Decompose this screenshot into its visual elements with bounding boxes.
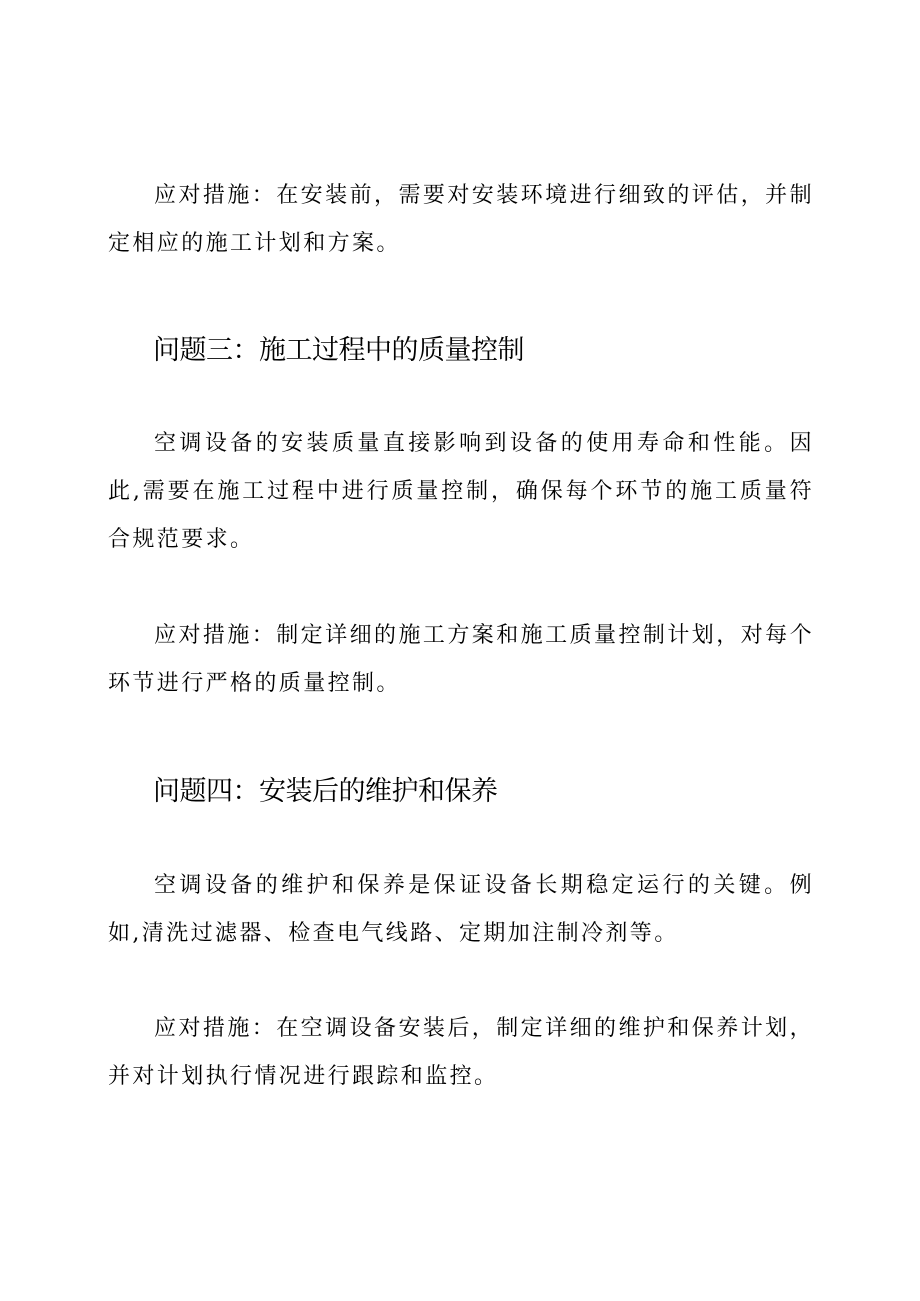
measure-paragraph-maintenance-plan: 应对措施：在空调设备安装后，制定详细的维护和保养计划，并对计划执行情况进行跟踪和监控。: [108, 1016, 814, 1089]
paragraph-quality-importance: 空调设备的安装质量直接影响到设备的使用寿命和性能。因此,需要在施工过程中进行质量控制，确保每个环节的施工质量符合规范要求。: [108, 431, 814, 552]
heading-problem-four: 问题四：安装后的维护和保养: [153, 776, 498, 807]
paragraph-maintenance-importance: 空调设备的维护和保养是保证设备长期稳定运行的关键。例如,清洗过滤器、检查电气线路、定期加注制冷剂等。: [108, 873, 814, 946]
heading-problem-three: 问题三：施工过程中的质量控制: [153, 335, 524, 366]
measure-paragraph-installation-assessment: 应对措施：在安装前，需要对安装环境进行细致的评估，并制定相应的施工计划和方案。: [108, 183, 814, 256]
measure-paragraph-quality-control: 应对措施：制定详细的施工方案和施工质量控制计划，对每个环节进行严格的质量控制。: [108, 623, 814, 696]
